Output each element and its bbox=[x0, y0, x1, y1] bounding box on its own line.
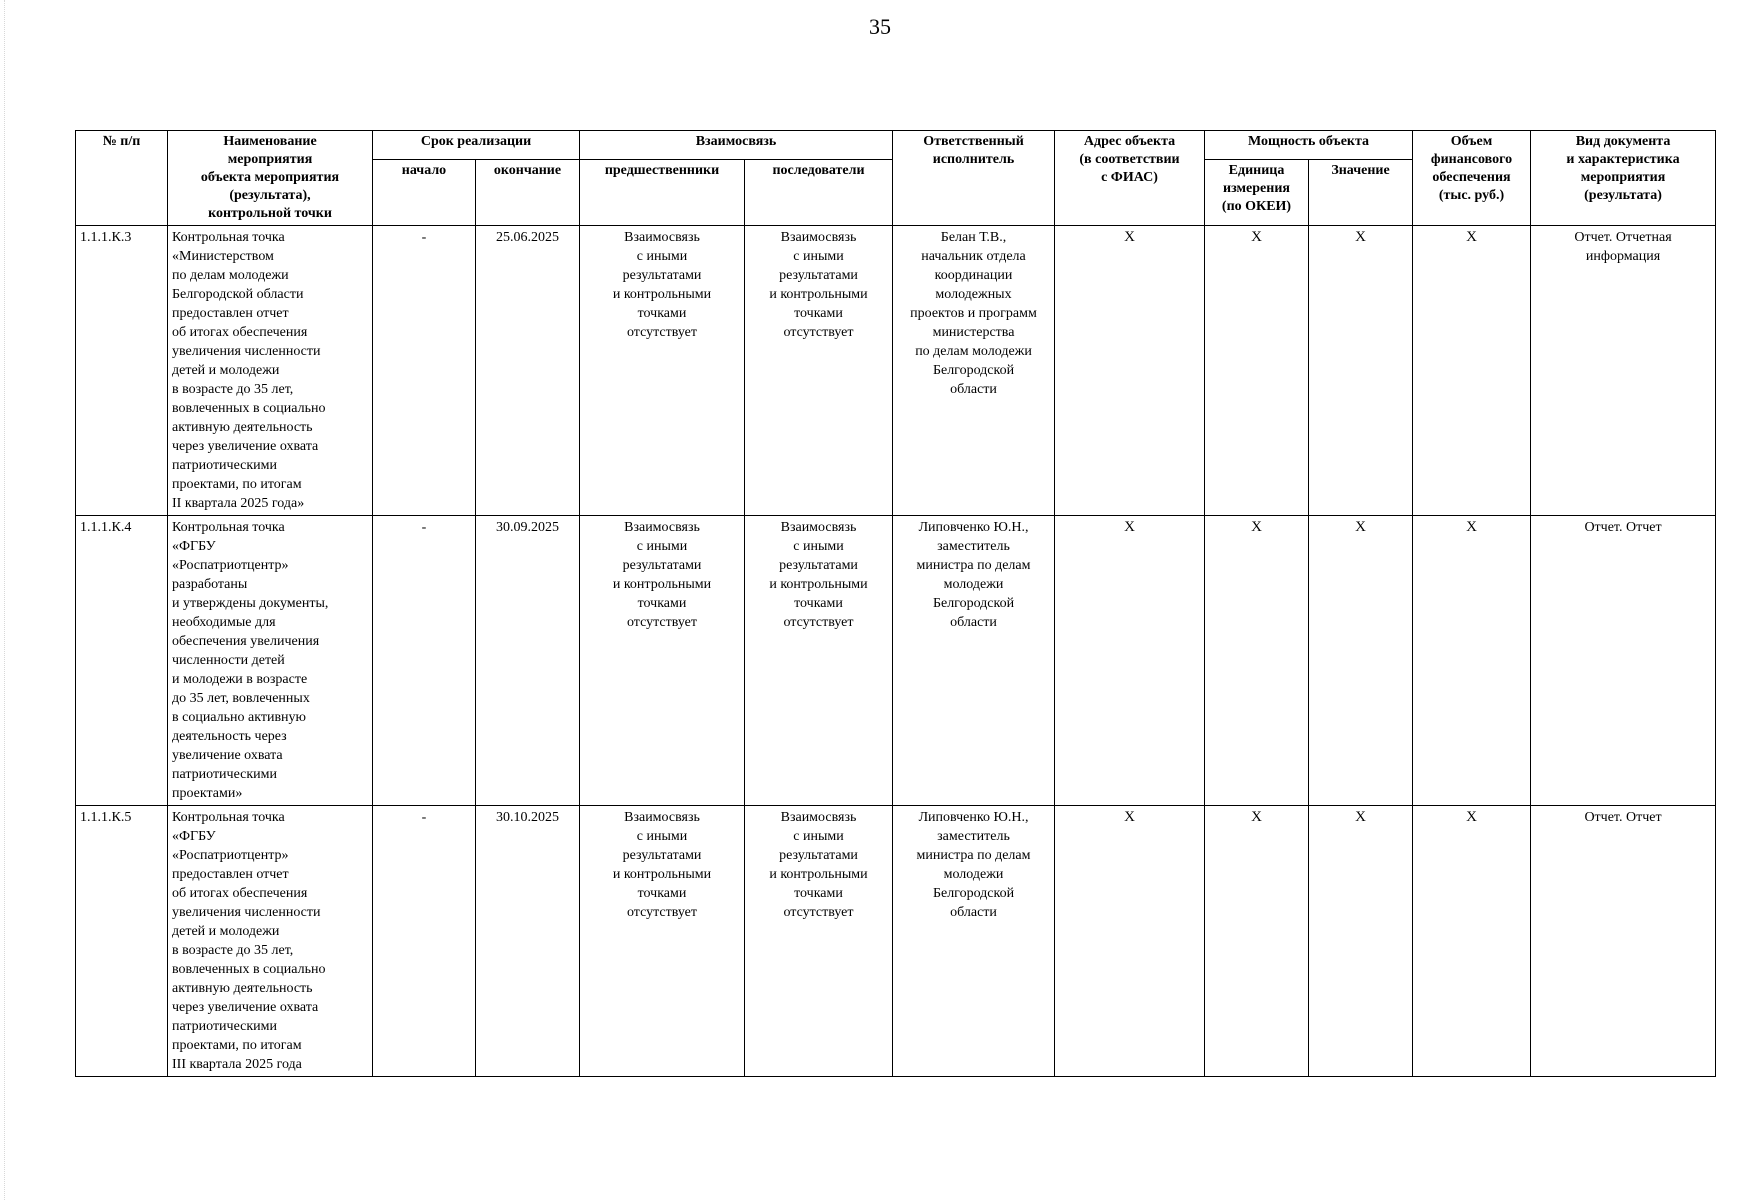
header-doc: Вид документа и характеристика мероприятия (результата) bbox=[1531, 131, 1716, 226]
header-rel-prev: предшественники bbox=[580, 160, 745, 226]
table-row bbox=[76, 516, 1716, 806]
cell-value: X bbox=[1309, 226, 1413, 516]
cell-prev: Взаимосвязь с иными результатами и контрольными точками отсутствует bbox=[580, 806, 745, 1077]
cell-doc: Отчет. Отчетная информация bbox=[1531, 226, 1716, 516]
cell-next: Взаимосвязь с иными результатами и контрольными точками отсутствует bbox=[745, 516, 893, 806]
header-term-end: окончание bbox=[476, 160, 580, 226]
cell-prev: Взаимосвязь с иными результатами и контрольными точками отсутствует bbox=[580, 226, 745, 516]
cell-finance: X bbox=[1413, 516, 1531, 806]
cell-responsible: Белан Т.В., начальник отдела координации молодежных проектов и программ министерства по делам молодежи Белгородской области bbox=[893, 226, 1055, 516]
header-relation: Взаимосвязь bbox=[580, 131, 893, 160]
cell-name: Контрольная точка «ФГБУ «Роспатриотцентр» разработаны и утверждены документы, необходимые для обеспечения увеличения численности детей и молодежи в возрасте до 35 лет, вовлеченных в социально активную деятельность через увеличение охвата патриотическими проектами» bbox=[168, 516, 373, 806]
scan-edge-line bbox=[4, 0, 6, 1200]
table-body bbox=[76, 226, 1716, 1077]
header-cap-value: Значение bbox=[1309, 160, 1413, 226]
cell-name: Контрольная точка «Министерством по делам молодежи Белгородской области предоставлен отчет об итогах обеспечения увеличения численности детей и молодежи в возрасте до 35 лет, вовлеченных в социально активную деятельность через увеличение охвата патриотическими проектами, по итогам II квартала 2025 года» bbox=[168, 226, 373, 516]
cell-end: 30.10.2025 bbox=[476, 806, 580, 1077]
cell-prev: Взаимосвязь с иными результатами и контрольными точками отсутствует bbox=[580, 516, 745, 806]
cell-next: Взаимосвязь с иными результатами и контрольными точками отсутствует bbox=[745, 806, 893, 1077]
cell-num: 1.1.1.К.3 bbox=[76, 226, 168, 516]
header-rel-next: последователи bbox=[745, 160, 893, 226]
cell-unit: X bbox=[1205, 226, 1309, 516]
cell-doc: Отчет. Отчет bbox=[1531, 806, 1716, 1077]
header-term-start: начало bbox=[373, 160, 476, 226]
header-num: № п/п bbox=[76, 131, 168, 226]
table-header bbox=[76, 131, 1716, 226]
cell-responsible: Липовченко Ю.Н., заместитель министра по делам молодежи Белгородской области bbox=[893, 516, 1055, 806]
cell-end: 30.09.2025 bbox=[476, 516, 580, 806]
cell-start: - bbox=[373, 516, 476, 806]
cell-doc: Отчет. Отчет bbox=[1531, 516, 1716, 806]
cell-address: X bbox=[1055, 516, 1205, 806]
cell-value: X bbox=[1309, 516, 1413, 806]
cell-address: X bbox=[1055, 806, 1205, 1077]
table-row bbox=[76, 806, 1716, 1077]
header-address: Адрес объекта (в соответствии с ФИАС) bbox=[1055, 131, 1205, 226]
plan-table bbox=[75, 130, 1716, 1077]
cell-finance: X bbox=[1413, 226, 1531, 516]
cell-end: 25.06.2025 bbox=[476, 226, 580, 516]
table-row bbox=[76, 226, 1716, 516]
cell-finance: X bbox=[1413, 806, 1531, 1077]
cell-address: X bbox=[1055, 226, 1205, 516]
header-term: Срок реализации bbox=[373, 131, 580, 160]
cell-next: Взаимосвязь с иными результатами и контрольными точками отсутствует bbox=[745, 226, 893, 516]
cell-unit: X bbox=[1205, 806, 1309, 1077]
cell-value: X bbox=[1309, 806, 1413, 1077]
header-name: Наименование мероприятия объекта мероприятия (результата), контрольной точки bbox=[168, 131, 373, 226]
cell-responsible: Липовченко Ю.Н., заместитель министра по делам молодежи Белгородской области bbox=[893, 806, 1055, 1077]
page-number: 35 bbox=[869, 14, 891, 39]
header-cap-unit: Единица измерения (по ОКЕИ) bbox=[1205, 160, 1309, 226]
cell-num: 1.1.1.К.4 bbox=[76, 516, 168, 806]
cell-num: 1.1.1.К.5 bbox=[76, 806, 168, 1077]
header-capacity: Мощность объекта bbox=[1205, 131, 1413, 160]
cell-name: Контрольная точка «ФГБУ «Роспатриотцентр» предоставлен отчет об итогах обеспечения увеличения численности детей и молодежи в возрасте до 35 лет, вовлеченных в социально активную деятельность через увеличение охвата патриотическими проектами, по итогам III квартала 2025 года bbox=[168, 806, 373, 1077]
header-finance: Объем финансового обеспечения (тыс. руб.) bbox=[1413, 131, 1531, 226]
header-responsible: Ответственный исполнитель bbox=[893, 131, 1055, 226]
cell-start: - bbox=[373, 226, 476, 516]
cell-unit: X bbox=[1205, 516, 1309, 806]
cell-start: - bbox=[373, 806, 476, 1077]
